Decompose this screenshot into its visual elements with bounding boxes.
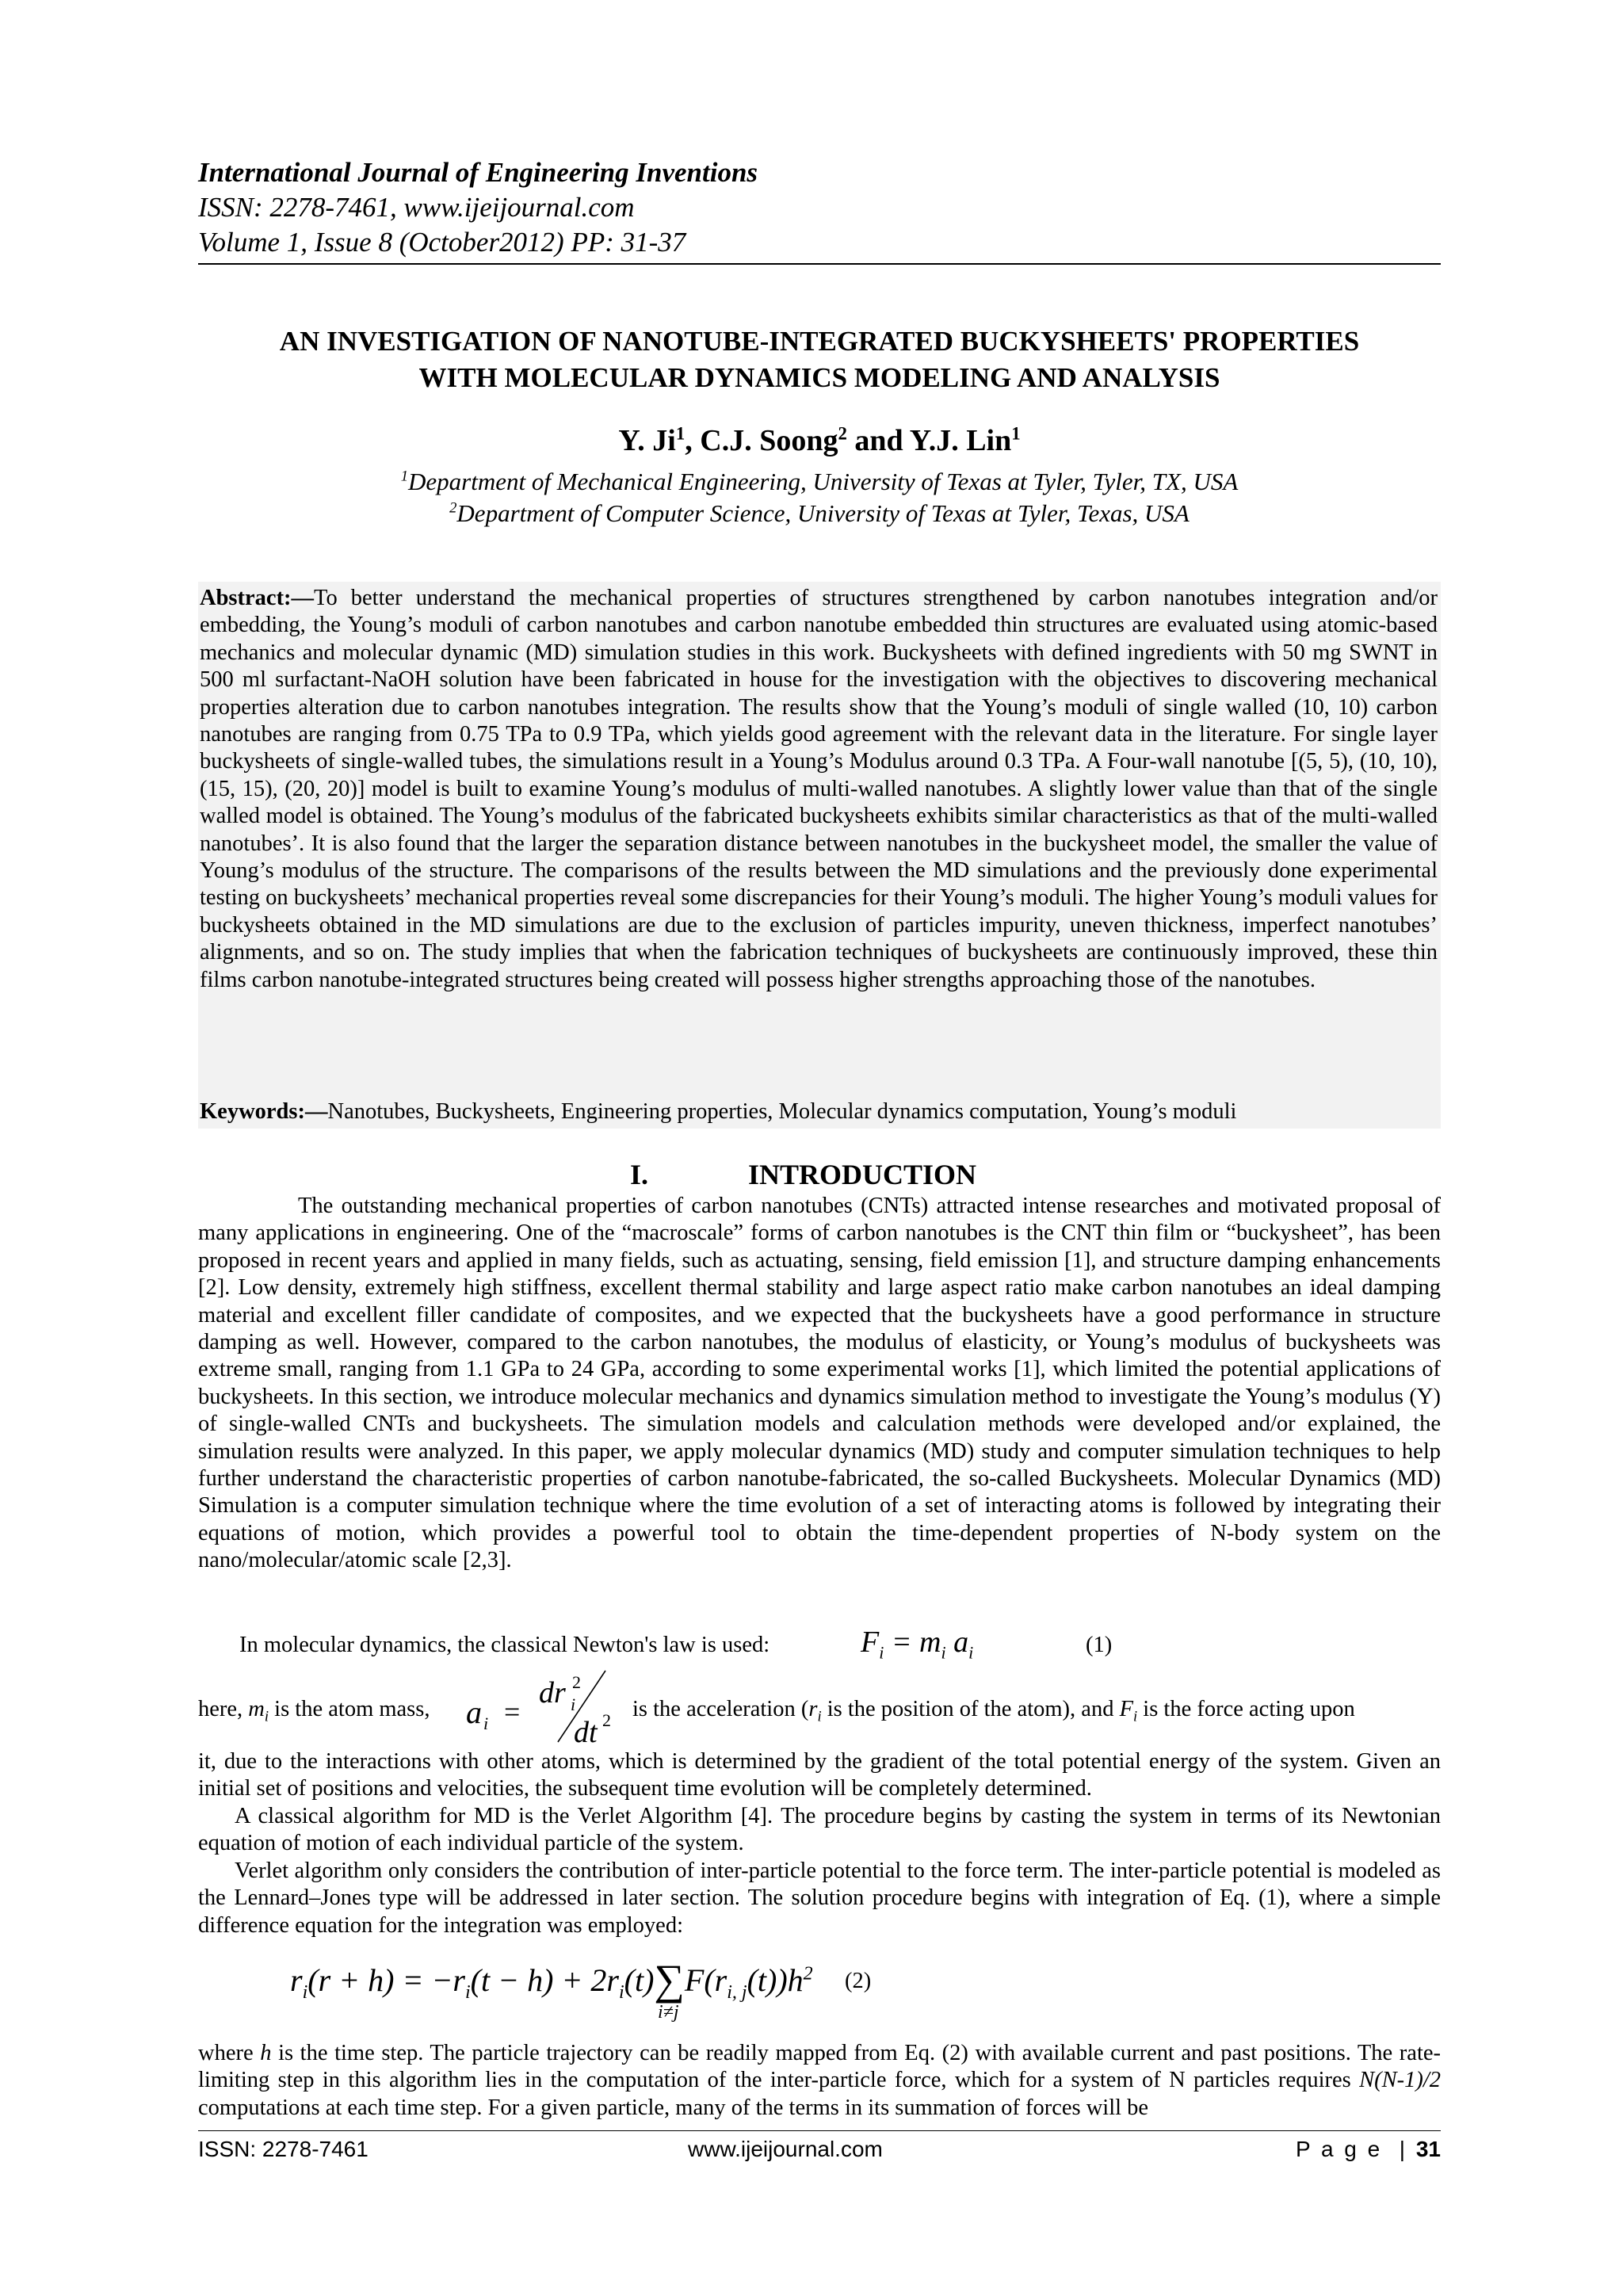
journal-volume-line: Volume 1, Issue 8 (October2012) PP: 31-37 [198,227,686,258]
atom-mass-text: here, $m_i$ is the atom mass, [198,1697,430,1725]
acceleration-definition-line [198,1668,1441,1747]
keywords-label: Keywords:— [200,1099,328,1124]
equation-2-number: (2) [845,1969,872,1993]
author-affiliation-mark: 1 [1011,423,1021,444]
footer-page [1296,2132,1441,2167]
acceleration-fraction [463,1668,621,1747]
section-number: I. [630,1159,649,1190]
body-paragraph: where h is the time step. The particle trajectory can be readily mapped from Eq. (2) with available current and past positions. The rate-limiting step in this algorithm lies in the computation of the inter-particle force, which for a system of N particles requires N(N-1)/2 computations at each time step. For a given particle, many of the terms in its summation of forces will be [198,2041,1442,2120]
equation-1: $F_i = m_i$ $a_i$ [861,1626,974,1663]
affiliations [198,466,1441,529]
journal-header [198,155,1441,260]
page-label: P a g e | [1296,2137,1408,2161]
acceleration-text: is the acceleration ($r_i$ is the position of the atom), and $F_i$ is the force acting upon [632,1697,1355,1725]
page-number: 31 [1415,2137,1441,2161]
svg-text:i: i [571,1694,576,1714]
paper-title-line-1: AN INVESTIGATION OF NANOTUBE-INTEGRATED BUCKYSHEETS' PROPERTIES [279,326,1360,357]
paper-title-line-2: WITH MOLECULAR DYNAMICS MODELING AND ANALYSIS [418,362,1220,393]
intro-paragraph: The outstanding mechanical properties of carbon nanotubes (CNTs) attracted intense researches and motivated proposal of many applications in engineering. One of the “macroscale” forms of carbon nanotubes is the CNT thin film or “buckysheet”, has been proposed in recent years and applied in many fields, such as actuating, sensing, field emission [1], and structure damping enhancements [2]. Low density, extremely high stiffness, excellent thermal stability and large aspect ratio make carbon nanotubes an ideal damping material and excellent filler candidate of composites, and we expected that the buckysheets have a good performance in structure damping as well. However, compared to the carbon nanotubes, the modulus of elasticity, or Young’s modulus of buckysheets was extreme small, ranging from 1.1 GPa to 24 GPa, according to some experimental works [1], which limited the potential applications of buckysheets. In this section, we introduce molecular mechanics and dynamics simulation method to investigate the Young’s modulus (Y) of single-walled CNTs and buckysheets. The simulation models and calculation methods were developed and/or explained, the simulation results were analyzed. In this paper, we apply molecular dynamics (MD) study and computer simulation techniques to help further understand the characteristic properties of carbon nanotube-fabricated, the so-called Buckysheets. Molecular Dynamics (MD) Simulation is a computer simulation technique where the time evolution of a set of interacting atoms is followed by integrating their equations of motion, which provides a powerful tool to obtain the time-dependent properties of N-body system on the nano/molecular/atomic scale [2,3]. [198,1194,1441,1573]
svg-text:=: = [504,1696,521,1728]
equation-1-line [198,1628,1441,1663]
affiliation-line [198,466,1441,498]
equation-1-intro: In molecular dynamics, the classical Newton's law is used: [239,1633,770,1657]
abstract-label: Abstract:— [200,586,315,610]
author-separator: , [685,424,701,457]
keywords-text: Nanotubes, Buckysheets, Engineering properties, Molecular dynamics computation, Young’s moduli [327,1099,1237,1124]
body-paragraph: A classical algorithm for MD is the Verlet Algorithm [4]. The procedure begins by casting the system in terms of its Newtonian equation of motion of each individual particle of the system. [198,1804,1441,1856]
affiliation-mark: 2 [449,499,457,517]
affiliation-mark: 1 [400,468,409,485]
author-list [198,422,1441,460]
page-footer [198,2132,1441,2167]
header-rule [198,263,1441,265]
svg-text:2: 2 [572,1672,581,1692]
footer-url[interactable]: www.ijeijournal.com [688,2137,883,2161]
svg-text:dr: dr [539,1676,566,1710]
author-separator: and [846,424,910,457]
footer-issn: ISSN: 2278-7461 [198,2137,369,2161]
abstract-text: To better understand the mechanical properties of structures strengthened by carbon nanotubes integration and/or embedding, the Young’s moduli of carbon nanotubes and carbon nanotube embedded thin structures are evaluated using atomic-based mechanics and molecular dynamic (MD) simulation studies in this work. Buckysheets with defined ingredients with 50 mg SWNT in 500 ml surfactant-NaOH solution have been fabricated in house for the investigation with the objectives to discovering mechanical properties alteration due to carbon nanotubes integration. The results show that the Young’s moduli of single walled (10, 10) carbon nanotubes are ranging from 0.75 TPa to 0.9 TPa, which yields good agreement with the relevant data in the literature. For single layer buckysheets of single-walled tubes, the simulations result in a Young’s Modulus around 0.3 TPa. A Four-wall nanotube [(5, 5), (10, 10), (15, 15), (20, 20)] model is built to examine Young’s modulus of multi-walled nanotubes. A slightly lower value than that of the single walled model is obtained. The Young’s modulus of the fabricated buckysheets exhibits similar characteristics as that of the multi-walled nanotubes’. It is also found that the larger the separation distance between nanotubes in the buckysheet model, the smaller the value of Young’s modulus of the structure. The comparisons of the results between the MD simulations and the previously done experimental testing on buckysheets’ mechanical properties reveal some discrepancies for their Young’s moduli. The higher Young’s moduli values for buckysheets obtained in the MD simulations are due to the exclusion of particles impurity, uneven thickness, imperfect nanotubes’ alignments, and so on. The study implies that when the fabrication techniques of buckysheets are continuously improved, these thin films carbon nanotube-integrated structures being created will possess higher strengths approaching those of the nanotubes. [200,586,1438,992]
affiliation-text: Department of Mechanical Engineering, University of Texas at Tyler, Tyler, TX, USA [408,468,1239,495]
affiliation-text: Department of Computer Science, University of Texas at Tyler, Texas, USA [456,499,1190,527]
svg-text:i: i [483,1713,489,1733]
journal-issn-line: ISSN: 2278-7461, www.ijeijournal.com [198,192,635,223]
section-title: INTRODUCTION [748,1159,977,1190]
equation-2: $r_i(r + h) = -r_i(t - h) + 2r_i(t)\sum F(r_{i, j}(t))h^2$ [290,1956,813,2004]
author-name: C.J. Soong [700,424,838,457]
svg-text:a: a [466,1694,482,1730]
body-paragraph: it, due to the interactions with other atoms, which is determined by the gradient of the total potential energy of the system. Given an initial set of positions and velocities, the subsequent time evolution will be completely determined. [198,1749,1441,1801]
author-affiliation-mark: 2 [838,423,847,444]
abstract [200,585,1438,994]
affiliation-line [198,498,1441,529]
author-name: Y.J. Lin [909,424,1012,457]
footer-rule [198,2130,1441,2131]
svg-text:dt: dt [574,1716,598,1747]
summation-index: i≠j [658,2002,679,2023]
equation-2-line [198,1956,1441,2035]
svg-text:2: 2 [602,1710,611,1730]
keywords [200,1098,1438,1125]
equation-1-number: (1) [1086,1633,1113,1657]
author-name: Y. Ji [618,424,676,457]
body-paragraph: Verlet algorithm only considers the contribution of inter-particle potential to the force term. The inter-particle potential is modeled as the Lennard–Jones type will be addressed in later section. The solution procedure begins with integration of Eq. (1), where a simple difference equation for the integration was employed: [198,1859,1441,1938]
section-heading [198,1157,1441,1192]
paper-title [198,323,1441,396]
journal-name: International Journal of Engineering Inventions [198,157,758,188]
author-affiliation-mark: 1 [675,423,685,444]
